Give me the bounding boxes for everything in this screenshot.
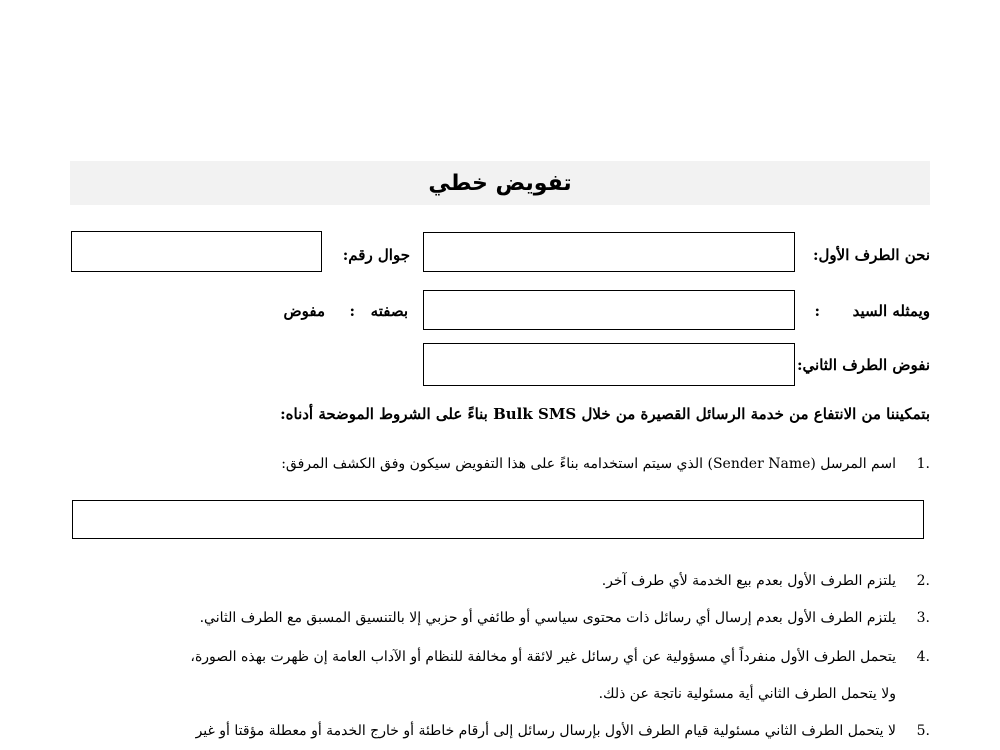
list-item-number: .4 <box>916 649 930 665</box>
list-item <box>70 723 930 739</box>
capacity-colon: : <box>349 302 355 320</box>
list-item-continuation <box>70 686 930 702</box>
first-party-label: نحن الطرف الأول: <box>813 246 930 264</box>
represented-colon: : <box>814 302 820 320</box>
list-item <box>70 573 930 589</box>
list-item <box>70 456 930 472</box>
represented-label: ويمثله السيد <box>852 302 930 320</box>
second-party-field[interactable] <box>423 343 795 386</box>
mobile-field[interactable] <box>71 231 322 272</box>
list-item-number: .3 <box>916 610 930 626</box>
sender-name-field[interactable] <box>72 500 924 539</box>
list-item-text: يتحمل الطرف الأول منفرداً أي مسؤولية عن أي رسائل غير لائقة أو مخالفة للنظام أو الآداب العامة إن ظهرت بهذه الصورة، <box>190 649 896 665</box>
document-title: تفويض خطي <box>428 170 572 196</box>
list-item-number: .5 <box>916 723 930 739</box>
list-item <box>70 610 930 626</box>
second-party-label: نفوض الطرف الثاني: <box>796 356 930 374</box>
list-item-text: يلتزم الطرف الأول بعدم إرسال أي رسائل ذات محتوى سياسي أو طائفي أو حزبي إلا بالتنسيق المسبق مع الطرف الثاني. <box>199 610 896 626</box>
list-item-text: لا يتحمل الطرف الثاني مسئولية قيام الطرف الأول بإرسال رسائل إلى أرقام خاطئة أو خارج الخدمة أو معطلة مؤقتا أو غير <box>195 723 896 739</box>
list-item-number: .1 <box>916 456 930 472</box>
intro-paragraph: بتمكيننا من الانتفاع من خدمة الرسائل القصيرة من خلال Bulk SMS بناءً على الشروط الموضحة أدناه: <box>280 405 930 423</box>
title-band <box>70 161 930 205</box>
list-item-text: ولا يتحمل الطرف الثاني أية مسئولية ناتجة عن ذلك. <box>598 686 896 702</box>
capacity-value: مفوض <box>283 302 325 320</box>
list-item-text: يلتزم الطرف الأول بعدم بيع الخدمة لأي طرف آخر. <box>601 573 896 589</box>
first-party-field[interactable] <box>423 232 795 272</box>
list-item-number: .2 <box>916 573 930 589</box>
capacity-label: بصفته <box>370 302 408 320</box>
mobile-label: جوال رقم: <box>342 246 410 264</box>
representative-field[interactable] <box>423 290 795 330</box>
list-item <box>70 649 930 665</box>
list-item-text: اسم المرسل (Sender Name) الذي سيتم استخدامه بناءً على هذا التفويض سيكون وفق الكشف المرفق: <box>281 456 896 472</box>
list-item-number <box>906 686 930 702</box>
